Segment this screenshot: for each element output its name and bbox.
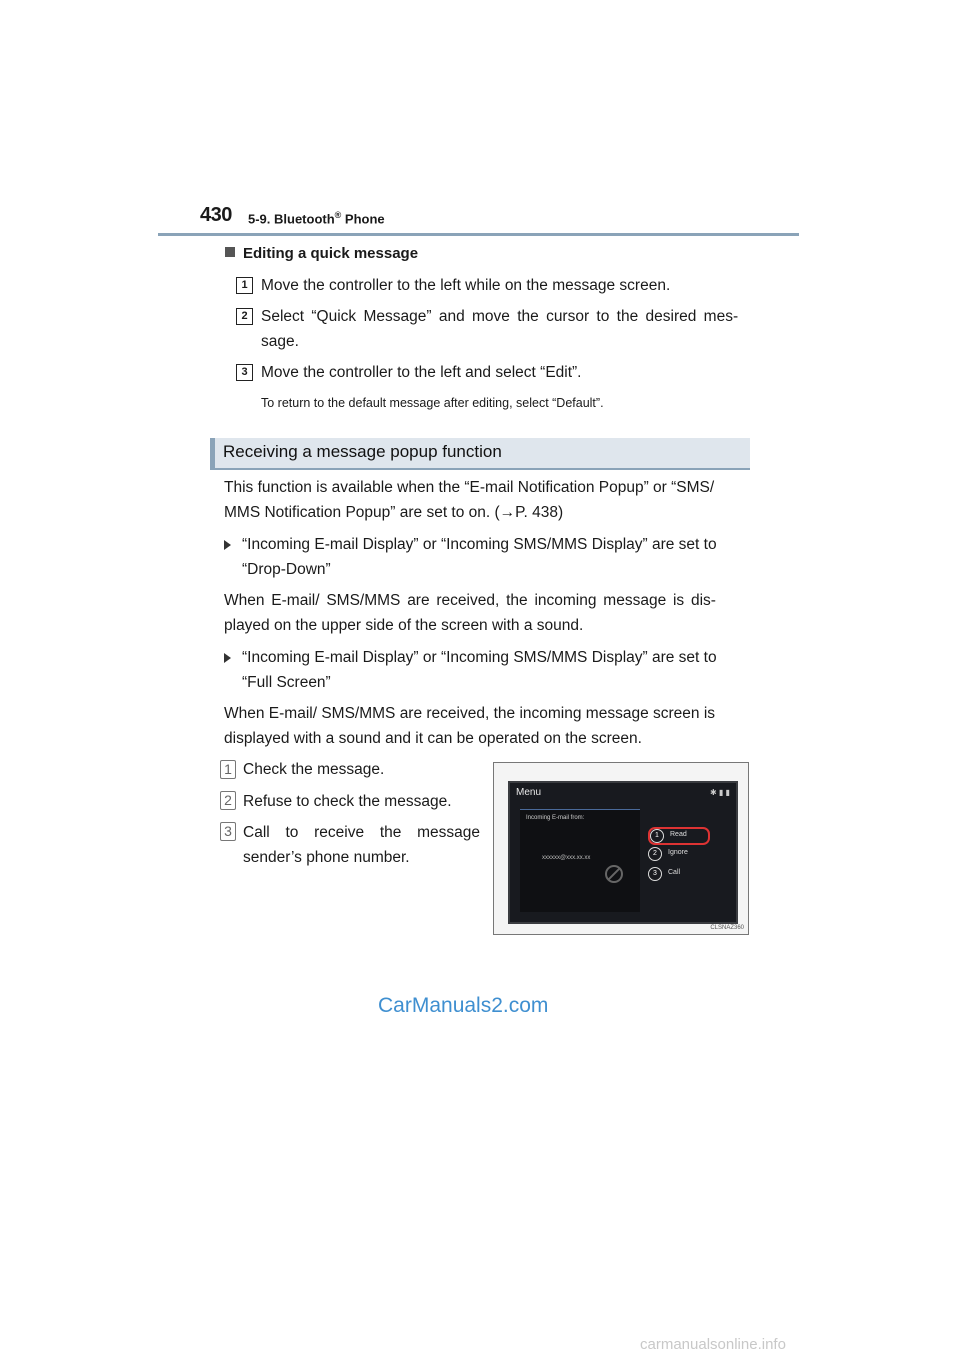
display-screen (508, 781, 738, 924)
header-rule (158, 233, 799, 236)
para1-line-2: played on the upper side of the screen with a sound. (224, 617, 584, 634)
step-text-2-cont: sage. (261, 333, 299, 350)
watermark-footer: carmanualsonline.info (640, 1336, 786, 1353)
section-title: 5-9. Bluetooth® Phone (248, 210, 385, 227)
no-sign-icon (605, 865, 623, 883)
default-note: To return to the default message after editing, select “Default”. (261, 396, 604, 410)
para2-line-1: When E-mail/ SMS/MMS are received, the incoming message screen is (224, 705, 716, 722)
bullet2-line-2: “Full Screen” (242, 674, 331, 691)
bullet1-line-2: “Drop-Down” (242, 561, 331, 578)
figure-code: CLSNAZ360 (710, 925, 744, 931)
incoming-label: Incoming E-mail from: (526, 815, 585, 821)
bullet1-line-1: “Incoming E-mail Display” or “Incoming SMS/MMS Display” are set to (242, 536, 717, 553)
sender-address: xxxxxx@xxx.xx.xx (542, 855, 591, 861)
option-call[interactable]: 3 Call (648, 867, 708, 881)
section-title-popup: Receiving a message popup function (223, 442, 502, 461)
menu-label: Menu (516, 787, 542, 798)
option-ignore[interactable]: 2 Ignore (648, 847, 708, 861)
step-number-3: 3 (236, 364, 253, 381)
item-text-3: Call to receive the message (243, 824, 480, 841)
bullet2-line-1: “Incoming E-mail Display” or “Incoming SMS/MMS Display” are set to (242, 649, 717, 666)
step-number-2: 2 (236, 308, 253, 325)
para1-line-1: When E-mail/ SMS/MMS are received, the incoming message is dis- (224, 592, 716, 609)
item-text-1: Check the message. (243, 761, 385, 778)
subheading-edit-quick-message: Editing a quick message (225, 245, 418, 262)
bullet-triangle-icon (224, 538, 241, 556)
option-read[interactable]: 1 Read (648, 827, 710, 845)
intro-line-1: This function is available when the “E-mail Notification Popup” or “SMS/ (224, 479, 715, 496)
step-text-1: Move the controller to the left while on the message screen. (261, 277, 671, 294)
square-bullet-icon (225, 247, 235, 257)
page-number: 430 (200, 204, 232, 226)
item-text-3-cont: sender’s phone number. (243, 849, 410, 866)
section-bar-accent (210, 438, 215, 470)
item-number-3: 3 (220, 822, 236, 841)
status-icons: ✱ ▮ ▮ (710, 788, 730, 797)
item-number-1: 1 (220, 760, 236, 779)
bullet-triangle-icon (224, 651, 241, 669)
step-number-1: 1 (236, 277, 253, 294)
item-text-2: Refuse to check the message. (243, 793, 452, 810)
message-panel (520, 809, 640, 912)
screen-figure (493, 762, 749, 935)
watermark-carmanuals2: CarManuals2.com (378, 994, 549, 1017)
section-header-bar (210, 438, 750, 470)
step-text-3: Move the controller to the left and select “Edit”. (261, 364, 582, 381)
item-number-2: 2 (220, 791, 236, 810)
intro-line-2: MMS Notification Popup” are set to on. (→P. 438) (224, 504, 564, 521)
step-text-2: Select “Quick Message” and move the cursor to the desired mes- (261, 308, 739, 325)
para2-line-2: displayed with a sound and it can be operated on the screen. (224, 730, 642, 747)
